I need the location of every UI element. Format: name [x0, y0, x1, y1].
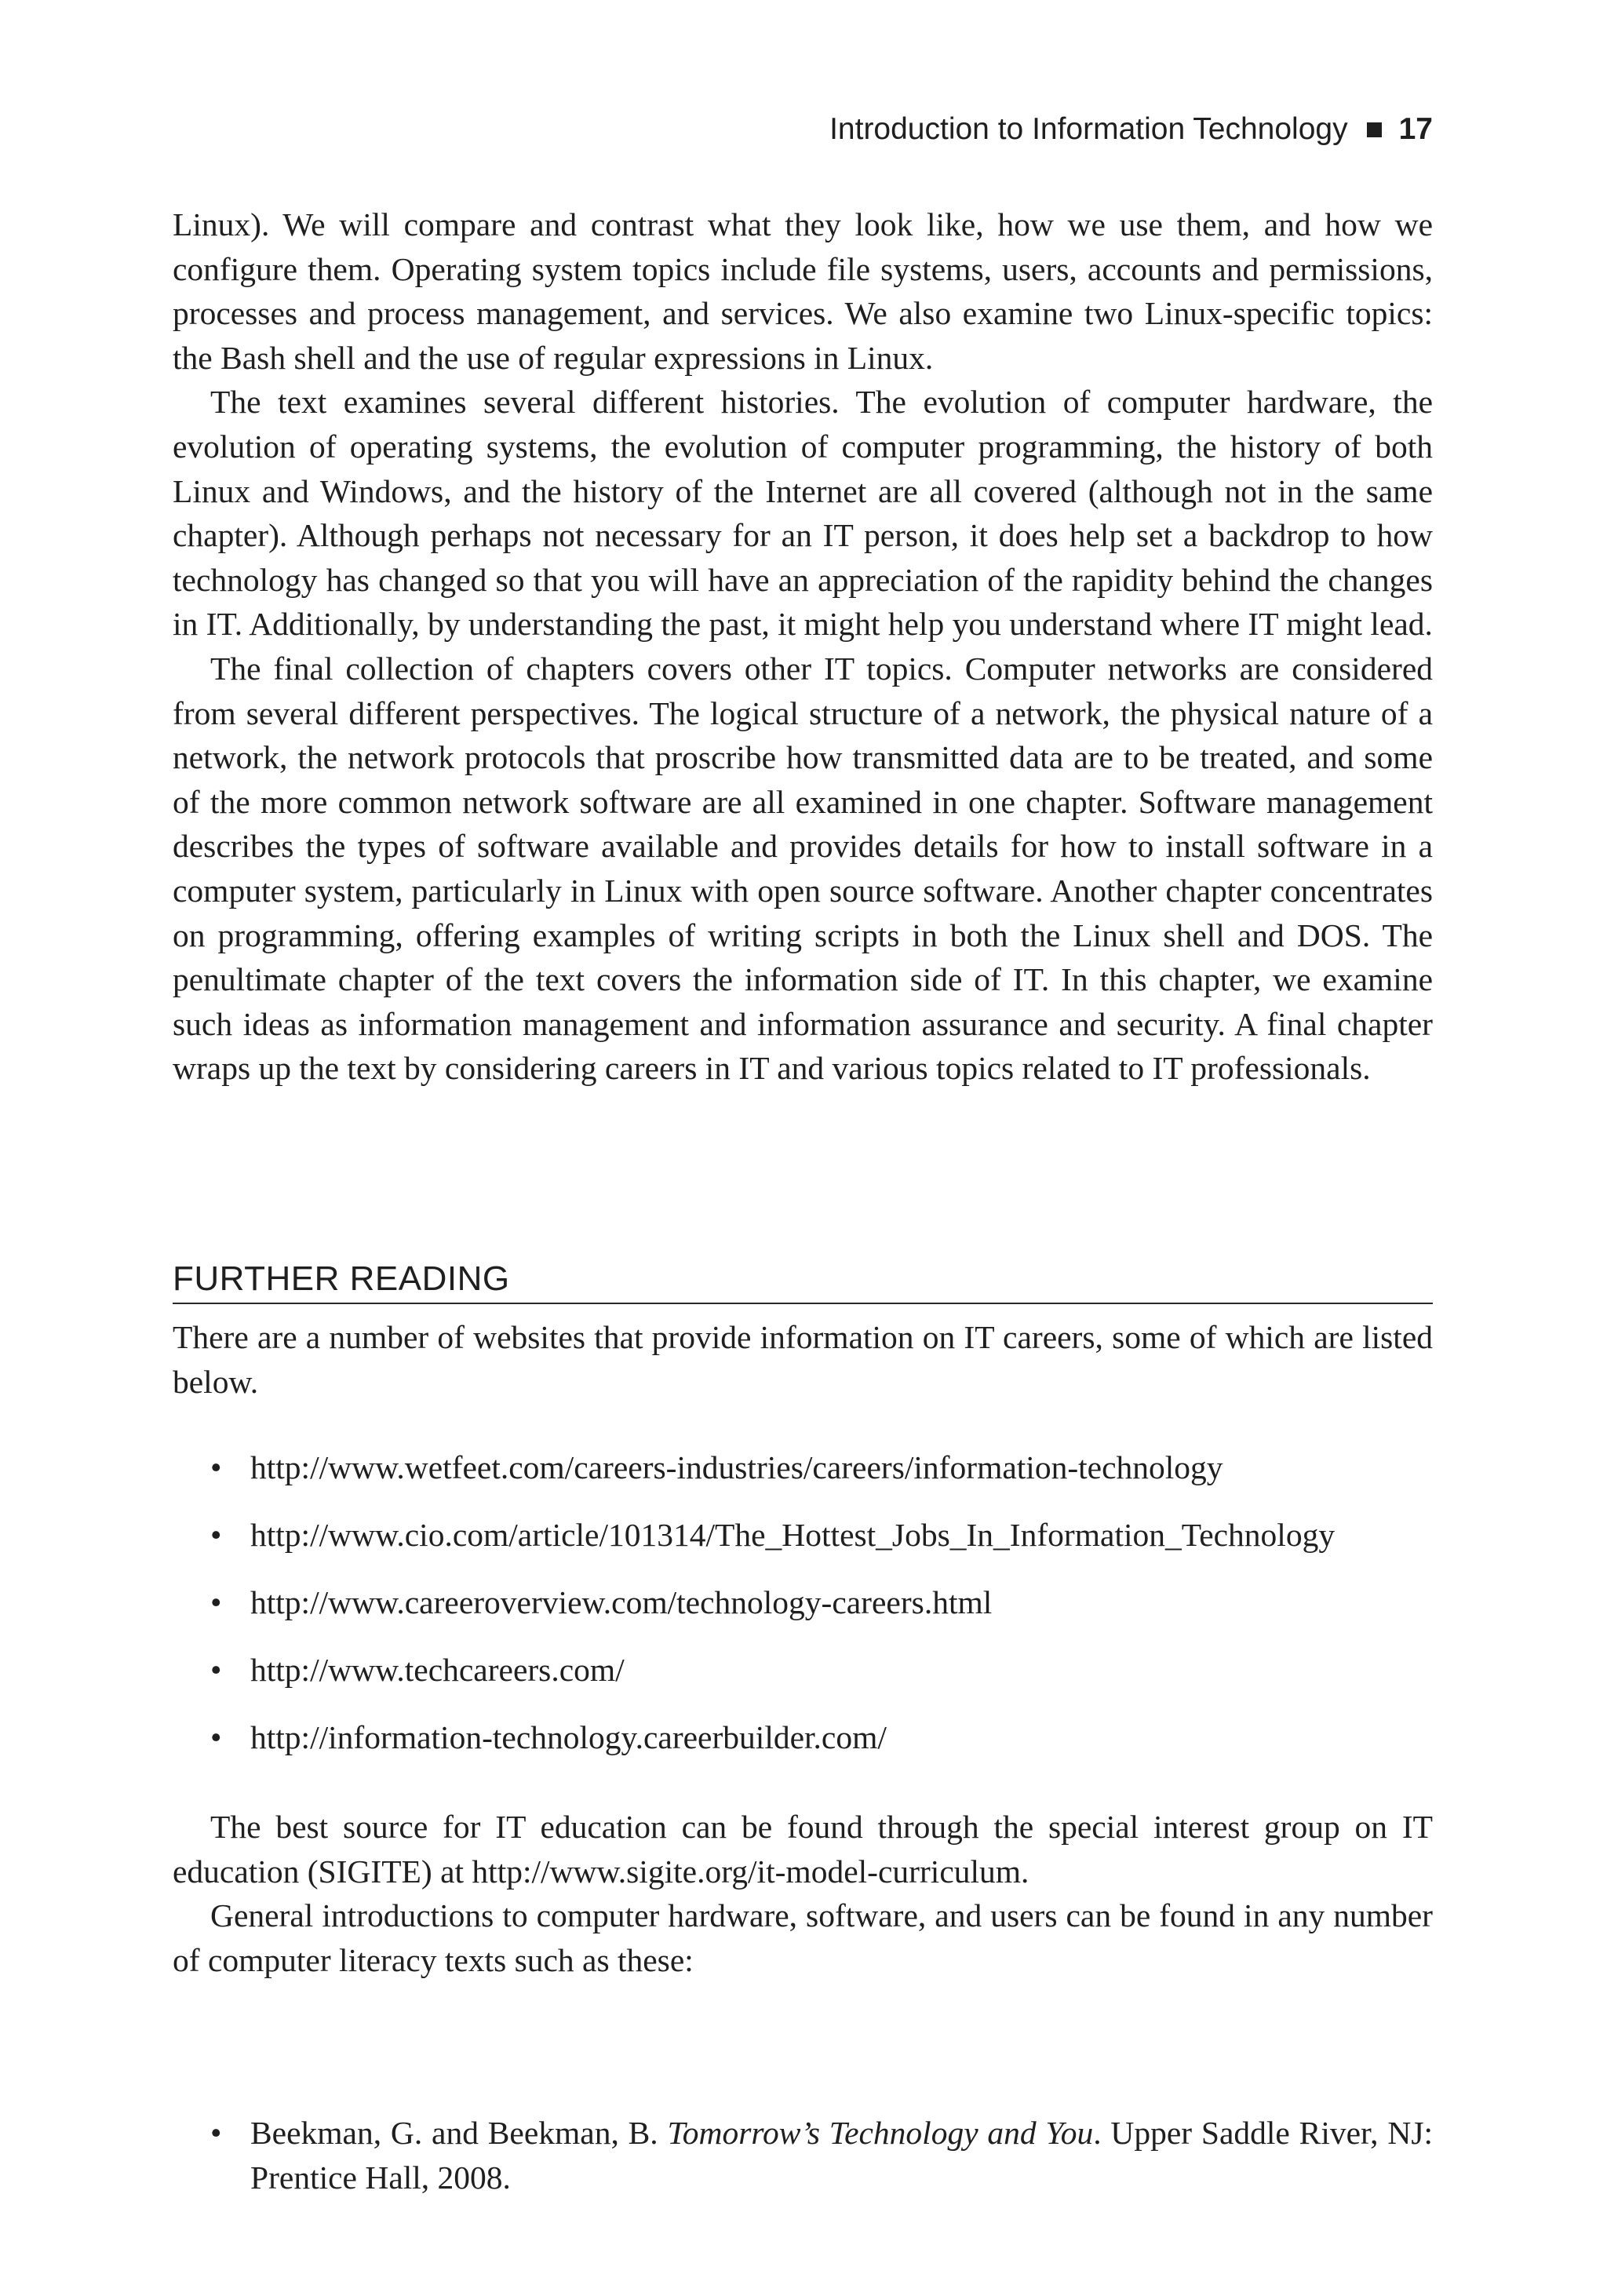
paragraph-os-topics: Linux). We will compare and contrast what they look like, how we use them, and how we configure them. Operating system topics include file systems, users, accounts and permissions, processes and process management, and services. We also examine two Linux-specific topics: the Bash shell and the use of regular expressions in Linux. — [173, 206, 1433, 376]
list-item — [173, 1445, 1335, 1513]
paragraph-literacy-texts: General introductions to computer hardware, software, and users can be found in any number of computer literacy texts such as these: — [173, 1897, 1433, 1978]
paragraph-histories: The text examines several different histories. The evolution of computer hardware, the evolution of operating systems, the evolution of computer programming, the history of both Linux and Windows, and the history of the Internet are all covered (although not in the same chapter). Although perhaps not necessary for an IT person, it does help set a backdrop to how technology has changed so that you will have an appreciation of the rapidity behind the changes in IT. Additionally, by understanding the past, it might help you understand where IT might lead. — [173, 384, 1433, 643]
bullet-icon: • — [210, 1652, 222, 1688]
bullet-icon: • — [210, 1517, 222, 1553]
bullet-icon: • — [210, 1719, 222, 1755]
website-url: http://www.careeroverview.com/technology-careers.html — [250, 1584, 993, 1620]
page-number: 17 — [1398, 112, 1433, 146]
website-url: http://www.techcareers.com/ — [250, 1652, 625, 1688]
reference-title: Tomorrow’s Technology and You — [667, 2115, 1094, 2151]
closing-text-block — [173, 1805, 1433, 1982]
bullet-icon: • — [210, 2115, 222, 2151]
paragraph-other-topics: The final collection of chapters covers other IT topics. Computer networks are considered from several different perspectives. The logical structure of a network, the physical nature of a network, the network protocols that proscribe how transmitted data are to be treated, and some of the more common network software are all examined in one chapter. Software management describes the types of software available and provides details for how to install software in a computer system, particularly in Linux with open source software. Another chapter concentrates on programming, offering examples of writing scripts in both the Linux shell and DOS. The penultimate chapter of the text covers the information side of IT. In this chapter, we examine such ideas as information management and information assurance and security. A final chapter wraps up the text by considering careers in IT and various topics related to IT professionals. — [173, 650, 1433, 1087]
list-item — [173, 1513, 1335, 1580]
paragraph-sigite: The best source for IT education can be found through the special interest group on IT education (SIGITE) at http://www.sigite.org/it-model-curriculum. — [173, 1809, 1433, 1890]
list-item — [173, 1580, 1335, 1648]
paragraph-websites-intro: There are a number of websites that provide information on IT careers, some of which are listed below. — [173, 1319, 1433, 1400]
running-head-title: Introduction to Information Technology — [829, 112, 1348, 146]
website-url: http://www.wetfeet.com/careers-industries/careers/information-technology — [250, 1449, 1223, 1485]
reference-authors: Beekman, G. and Beekman, B. — [250, 2115, 658, 2151]
website-list — [173, 1445, 1335, 1783]
website-url: http://information-technology.careerbuilder.com/ — [250, 1719, 887, 1755]
website-url: http://www.cio.com/article/101314/The_Hottest_Jobs_In_Information_Technology — [250, 1517, 1336, 1553]
intro-text-block — [173, 202, 1433, 1091]
section-heading-further-reading: FURTHER READING — [173, 1256, 1433, 1304]
bullet-icon: • — [210, 1449, 222, 1485]
book-page — [173, 0, 1433, 2296]
further-reading-intro — [173, 1315, 1433, 1404]
reference-list — [173, 2111, 1433, 2199]
list-item — [173, 1648, 1335, 1715]
reference-publisher: . Upper Saddle River, NJ: Prentice Hall, 2008. — [250, 2115, 1433, 2196]
list-item — [173, 1715, 1335, 1783]
bullet-icon: • — [210, 1584, 222, 1620]
reference-item — [173, 2111, 1433, 2199]
running-head — [829, 110, 1433, 149]
square-separator-icon — [1367, 122, 1382, 137]
